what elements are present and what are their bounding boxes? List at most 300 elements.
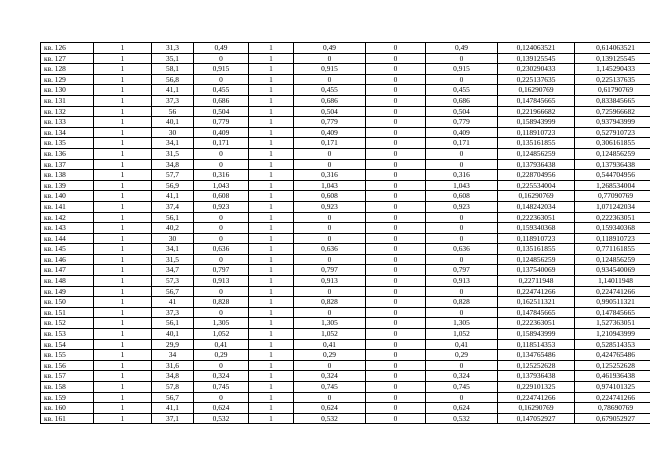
table-row: [41, 180, 650, 191]
value-cell: 0: [366, 53, 426, 64]
value-cell: 56,1: [152, 318, 194, 329]
value-cell: 1: [249, 159, 294, 170]
value-cell: 0,913: [294, 276, 366, 287]
value-cell: 0,125252628: [575, 360, 650, 371]
value-cell: 0: [366, 360, 426, 371]
value-cell: 1: [94, 318, 152, 329]
value-cell: 37,3: [152, 95, 194, 106]
table-row: [41, 212, 650, 223]
value-cell: 1: [249, 297, 294, 308]
value-cell: 0,118910723: [498, 233, 575, 244]
value-cell: 0,124856259: [575, 254, 650, 265]
value-cell: 0,409: [294, 127, 366, 138]
value-cell: 34,7: [152, 265, 194, 276]
value-cell: 0,230290433: [498, 64, 575, 75]
apartment-label-cell: кв. 132: [41, 106, 94, 117]
value-cell: 0,229101325: [498, 382, 575, 393]
table-row: [41, 106, 650, 117]
value-cell: 0,224741266: [498, 286, 575, 297]
value-cell: 0,225534004: [498, 180, 575, 191]
value-cell: 0,224741266: [498, 392, 575, 403]
value-cell: 1: [94, 43, 152, 54]
value-cell: 0: [366, 382, 426, 393]
value-cell: 0: [294, 159, 366, 170]
value-cell: 0,324: [426, 371, 498, 382]
value-cell: 0: [366, 392, 426, 403]
value-cell: 1: [94, 212, 152, 223]
apartment-label-cell: кв. 136: [41, 148, 94, 159]
value-cell: 0,608: [294, 191, 366, 202]
apartment-label-cell: кв. 148: [41, 276, 94, 287]
value-cell: 0,636: [194, 244, 249, 255]
value-cell: 0,624: [426, 403, 498, 414]
value-cell: 31,5: [152, 254, 194, 265]
value-cell: 0: [426, 74, 498, 85]
value-cell: 0,532: [426, 413, 498, 424]
value-cell: 1,052: [294, 329, 366, 340]
value-cell: 0,134765486: [498, 350, 575, 361]
table-row: [41, 329, 650, 340]
value-cell: 1: [94, 371, 152, 382]
apartment-label-cell: кв. 155: [41, 350, 94, 361]
value-cell: 0: [366, 350, 426, 361]
value-cell: 1: [249, 233, 294, 244]
value-cell: 0,78690769: [575, 403, 650, 414]
table-row: [41, 413, 650, 424]
value-cell: 1,527363051: [575, 318, 650, 329]
value-cell: 1: [94, 117, 152, 128]
value-cell: 1: [249, 148, 294, 159]
value-cell: 1: [94, 180, 152, 191]
value-cell: 0,16290769: [498, 85, 575, 96]
value-cell: 0,171: [294, 138, 366, 149]
table-row: [41, 403, 650, 414]
value-cell: 0,455: [294, 85, 366, 96]
apartment-label-cell: кв. 134: [41, 127, 94, 138]
apartment-label-cell: кв. 149: [41, 286, 94, 297]
value-cell: 1: [94, 265, 152, 276]
value-cell: 0: [426, 307, 498, 318]
value-cell: 1: [94, 85, 152, 96]
apartment-label-cell: кв. 153: [41, 329, 94, 340]
value-cell: 0,41: [194, 339, 249, 350]
value-cell: 0,222363051: [575, 212, 650, 223]
value-cell: 56,7: [152, 286, 194, 297]
value-cell: 0,745: [426, 382, 498, 393]
value-cell: 0,139125545: [498, 53, 575, 64]
value-cell: 0,171: [194, 138, 249, 149]
apartment-label-cell: кв. 146: [41, 254, 94, 265]
value-cell: 0: [366, 254, 426, 265]
value-cell: 0: [426, 254, 498, 265]
value-cell: 0,913: [426, 276, 498, 287]
value-cell: 0,29: [294, 350, 366, 361]
value-cell: 0: [426, 212, 498, 223]
value-cell: 0,779: [426, 117, 498, 128]
value-cell: 0,686: [194, 95, 249, 106]
table-row: [41, 286, 650, 297]
value-cell: 1,305: [194, 318, 249, 329]
value-cell: 0,224741266: [575, 286, 650, 297]
table-row: [41, 138, 650, 149]
value-cell: 0,316: [294, 170, 366, 181]
value-cell: 1: [249, 74, 294, 85]
value-cell: 0,225137635: [498, 74, 575, 85]
apartment-label-cell: кв. 150: [41, 297, 94, 308]
value-cell: 0,147052927: [498, 413, 575, 424]
value-cell: 0,41: [294, 339, 366, 350]
table-row: [41, 350, 650, 361]
value-cell: 0: [294, 212, 366, 223]
value-cell: 0,544704956: [575, 170, 650, 181]
apartment-label-cell: кв. 127: [41, 53, 94, 64]
value-cell: 1: [94, 64, 152, 75]
value-cell: 0: [366, 95, 426, 106]
value-cell: 0,797: [294, 265, 366, 276]
value-cell: 0: [366, 117, 426, 128]
value-cell: 1: [249, 117, 294, 128]
value-cell: 1: [94, 53, 152, 64]
value-cell: 0,745: [194, 382, 249, 393]
value-cell: 0: [366, 138, 426, 149]
table-row: [41, 191, 650, 202]
apartment-label-cell: кв. 147: [41, 265, 94, 276]
value-cell: 56: [152, 106, 194, 117]
value-cell: 0: [366, 339, 426, 350]
value-cell: 0,306161855: [575, 138, 650, 149]
value-cell: 0,137540069: [498, 265, 575, 276]
apartment-label-cell: кв. 152: [41, 318, 94, 329]
value-cell: 0,608: [426, 191, 498, 202]
value-cell: 0: [294, 233, 366, 244]
value-cell: 58,1: [152, 64, 194, 75]
value-cell: 1: [94, 95, 152, 106]
apartment-label-cell: кв. 138: [41, 170, 94, 181]
table-row: [41, 254, 650, 265]
value-cell: 1: [94, 339, 152, 350]
table-row: [41, 233, 650, 244]
value-cell: 0: [366, 307, 426, 318]
apartment-label-cell: кв. 131: [41, 95, 94, 106]
table-row: [41, 318, 650, 329]
value-cell: 0: [366, 64, 426, 75]
value-cell: 34,8: [152, 159, 194, 170]
value-cell: 1,043: [426, 180, 498, 191]
table-row: [41, 360, 650, 371]
value-cell: 1,043: [294, 180, 366, 191]
value-cell: 0: [366, 276, 426, 287]
value-cell: 1: [249, 85, 294, 96]
value-cell: 0: [194, 74, 249, 85]
value-cell: 0: [426, 159, 498, 170]
value-cell: 0: [366, 127, 426, 138]
value-cell: 1: [249, 53, 294, 64]
value-cell: 0: [194, 286, 249, 297]
apartment-data-table: [40, 42, 650, 424]
table-row: [41, 95, 650, 106]
apartment-label-cell: кв. 145: [41, 244, 94, 255]
value-cell: 0,148242034: [498, 201, 575, 212]
value-cell: 1: [249, 350, 294, 361]
value-cell: 0,686: [426, 95, 498, 106]
apartment-label-cell: кв. 140: [41, 191, 94, 202]
value-cell: 0,532: [194, 413, 249, 424]
value-cell: 0: [294, 392, 366, 403]
value-cell: 0,828: [294, 297, 366, 308]
value-cell: 0,636: [294, 244, 366, 255]
value-cell: 1: [94, 360, 152, 371]
value-cell: 0,532: [294, 413, 366, 424]
value-cell: 0,990511321: [575, 297, 650, 308]
value-cell: 0: [426, 223, 498, 234]
value-cell: 0,137936438: [575, 159, 650, 170]
value-cell: 0,915: [194, 64, 249, 75]
value-cell: 1: [249, 64, 294, 75]
value-cell: 0,409: [194, 127, 249, 138]
value-cell: 0,934540069: [575, 265, 650, 276]
value-cell: 56,1: [152, 212, 194, 223]
value-cell: 0: [294, 74, 366, 85]
value-cell: 34: [152, 350, 194, 361]
value-cell: 1,268534004: [575, 180, 650, 191]
value-cell: 0: [194, 307, 249, 318]
value-cell: 1: [94, 170, 152, 181]
value-cell: 1: [94, 392, 152, 403]
value-cell: 0: [194, 223, 249, 234]
value-cell: 0,49: [294, 43, 366, 54]
value-cell: 0,974101325: [575, 382, 650, 393]
value-cell: 0,41: [426, 339, 498, 350]
apartment-label-cell: кв. 141: [41, 201, 94, 212]
value-cell: 0,158943999: [498, 117, 575, 128]
value-cell: 34,1: [152, 244, 194, 255]
value-cell: 0,162511321: [498, 297, 575, 308]
apartment-label-cell: кв. 161: [41, 413, 94, 424]
value-cell: 0: [366, 191, 426, 202]
table-row: [41, 382, 650, 393]
value-cell: 0,137936438: [498, 159, 575, 170]
apartment-label-cell: кв. 159: [41, 392, 94, 403]
value-cell: 1: [249, 201, 294, 212]
value-cell: 0: [366, 212, 426, 223]
value-cell: 0,124856259: [498, 148, 575, 159]
value-cell: 0: [294, 53, 366, 64]
table-row: [41, 339, 650, 350]
value-cell: 1: [249, 212, 294, 223]
value-cell: 1: [249, 307, 294, 318]
value-cell: 0: [294, 223, 366, 234]
table-row: [41, 265, 650, 276]
value-cell: 1: [249, 43, 294, 54]
value-cell: 0,455: [194, 85, 249, 96]
table-row: [41, 371, 650, 382]
value-cell: 1: [249, 371, 294, 382]
value-cell: 40,2: [152, 223, 194, 234]
table-row: [41, 85, 650, 96]
table-row: [41, 148, 650, 159]
value-cell: 41,1: [152, 403, 194, 414]
value-cell: 0: [366, 233, 426, 244]
value-cell: 34,8: [152, 371, 194, 382]
value-cell: 0,147845665: [498, 95, 575, 106]
value-cell: 0: [366, 148, 426, 159]
value-cell: 29,9: [152, 339, 194, 350]
apartment-label-cell: кв. 139: [41, 180, 94, 191]
value-cell: 0: [366, 329, 426, 340]
apartment-label-cell: кв. 133: [41, 117, 94, 128]
value-cell: 0: [194, 360, 249, 371]
value-cell: 0,118910723: [498, 127, 575, 138]
value-cell: 0: [366, 85, 426, 96]
value-cell: 34,1: [152, 138, 194, 149]
value-cell: 0,324: [194, 371, 249, 382]
value-cell: 0,158943999: [498, 329, 575, 340]
value-cell: 0: [194, 392, 249, 403]
value-cell: 40,1: [152, 329, 194, 340]
value-cell: 1: [249, 170, 294, 181]
value-cell: 0,49: [194, 43, 249, 54]
apartment-label-cell: кв. 151: [41, 307, 94, 318]
value-cell: 0,147845665: [575, 307, 650, 318]
value-cell: 37,1: [152, 413, 194, 424]
value-cell: 0,424765486: [575, 350, 650, 361]
apartment-label-cell: кв. 158: [41, 382, 94, 393]
value-cell: 0,49: [426, 43, 498, 54]
table-row: [41, 159, 650, 170]
value-cell: 0,316: [194, 170, 249, 181]
value-cell: 1: [94, 329, 152, 340]
value-cell: 0: [194, 53, 249, 64]
value-cell: 0: [426, 148, 498, 159]
table-row: [41, 127, 650, 138]
value-cell: 57,8: [152, 382, 194, 393]
value-cell: 56,8: [152, 74, 194, 85]
table-row: [41, 117, 650, 128]
value-cell: 31,3: [152, 43, 194, 54]
value-cell: 0: [426, 53, 498, 64]
value-cell: 0: [366, 201, 426, 212]
value-cell: 0,61790769: [575, 85, 650, 96]
value-cell: 0: [366, 106, 426, 117]
value-cell: 0,29: [194, 350, 249, 361]
value-cell: 0,22711948: [498, 276, 575, 287]
table-row: [41, 64, 650, 75]
value-cell: 0: [426, 360, 498, 371]
value-cell: 0: [194, 148, 249, 159]
value-cell: 1,052: [426, 329, 498, 340]
value-cell: 0,316: [426, 170, 498, 181]
value-cell: 1: [249, 138, 294, 149]
value-cell: 1: [249, 223, 294, 234]
value-cell: 1: [94, 307, 152, 318]
value-cell: 0,779: [294, 117, 366, 128]
apartment-label-cell: кв. 129: [41, 74, 94, 85]
value-cell: 0: [426, 286, 498, 297]
value-cell: 41,1: [152, 85, 194, 96]
value-cell: 1: [249, 244, 294, 255]
value-cell: 1: [94, 286, 152, 297]
value-cell: 0: [366, 286, 426, 297]
value-cell: 0,135161855: [498, 138, 575, 149]
value-cell: 0,221966682: [498, 106, 575, 117]
value-cell: 1,145290433: [575, 64, 650, 75]
value-cell: 0: [366, 74, 426, 85]
value-cell: 1: [249, 127, 294, 138]
value-cell: 0,679052927: [575, 413, 650, 424]
value-cell: 0,923: [426, 201, 498, 212]
value-cell: 1: [249, 360, 294, 371]
value-cell: 0: [294, 254, 366, 265]
value-cell: 1: [249, 413, 294, 424]
value-cell: 0,135161855: [498, 244, 575, 255]
value-cell: 37,3: [152, 307, 194, 318]
value-cell: 0,16290769: [498, 403, 575, 414]
value-cell: 0: [194, 212, 249, 223]
value-cell: 1: [249, 403, 294, 414]
value-cell: 57,7: [152, 170, 194, 181]
value-cell: 0,222363051: [498, 212, 575, 223]
table-row: [41, 201, 650, 212]
apartment-label-cell: кв. 137: [41, 159, 94, 170]
value-cell: 0,636: [426, 244, 498, 255]
value-cell: 1: [94, 223, 152, 234]
value-cell: 0: [426, 233, 498, 244]
value-cell: 0,528514353: [575, 339, 650, 350]
value-cell: 0,504: [426, 106, 498, 117]
table-row: [41, 74, 650, 85]
value-cell: 0: [366, 371, 426, 382]
value-cell: 37,4: [152, 201, 194, 212]
value-cell: 1: [94, 297, 152, 308]
apartment-label-cell: кв. 156: [41, 360, 94, 371]
value-cell: 1: [94, 382, 152, 393]
apartment-label-cell: кв. 130: [41, 85, 94, 96]
value-cell: 0: [366, 297, 426, 308]
value-cell: 0: [294, 286, 366, 297]
value-cell: 1,043: [194, 180, 249, 191]
table-row: [41, 244, 650, 255]
value-cell: 1: [94, 254, 152, 265]
value-cell: 0,118514353: [498, 339, 575, 350]
apartment-label-cell: кв. 142: [41, 212, 94, 223]
value-cell: 1: [249, 392, 294, 403]
table-row: [41, 392, 650, 403]
value-cell: 0,915: [294, 64, 366, 75]
value-cell: 0,527910723: [575, 127, 650, 138]
value-cell: 0,125252628: [498, 360, 575, 371]
value-cell: 0,409: [426, 127, 498, 138]
value-cell: 0,224741266: [575, 392, 650, 403]
value-cell: 0,828: [194, 297, 249, 308]
value-cell: 0: [194, 233, 249, 244]
value-cell: 41,1: [152, 191, 194, 202]
value-cell: 1: [249, 95, 294, 106]
value-cell: 0,137936438: [498, 371, 575, 382]
value-cell: 0,725966682: [575, 106, 650, 117]
value-cell: 1: [94, 138, 152, 149]
value-cell: 0: [426, 392, 498, 403]
apartment-label-cell: кв. 128: [41, 64, 94, 75]
value-cell: 1: [94, 127, 152, 138]
value-cell: 30: [152, 233, 194, 244]
value-cell: 1: [249, 339, 294, 350]
apartment-label-cell: кв. 157: [41, 371, 94, 382]
value-cell: 0,745: [294, 382, 366, 393]
apartment-label-cell: кв. 160: [41, 403, 94, 414]
value-cell: 1: [94, 74, 152, 85]
table-row: [41, 53, 650, 64]
value-cell: 1,305: [426, 318, 498, 329]
